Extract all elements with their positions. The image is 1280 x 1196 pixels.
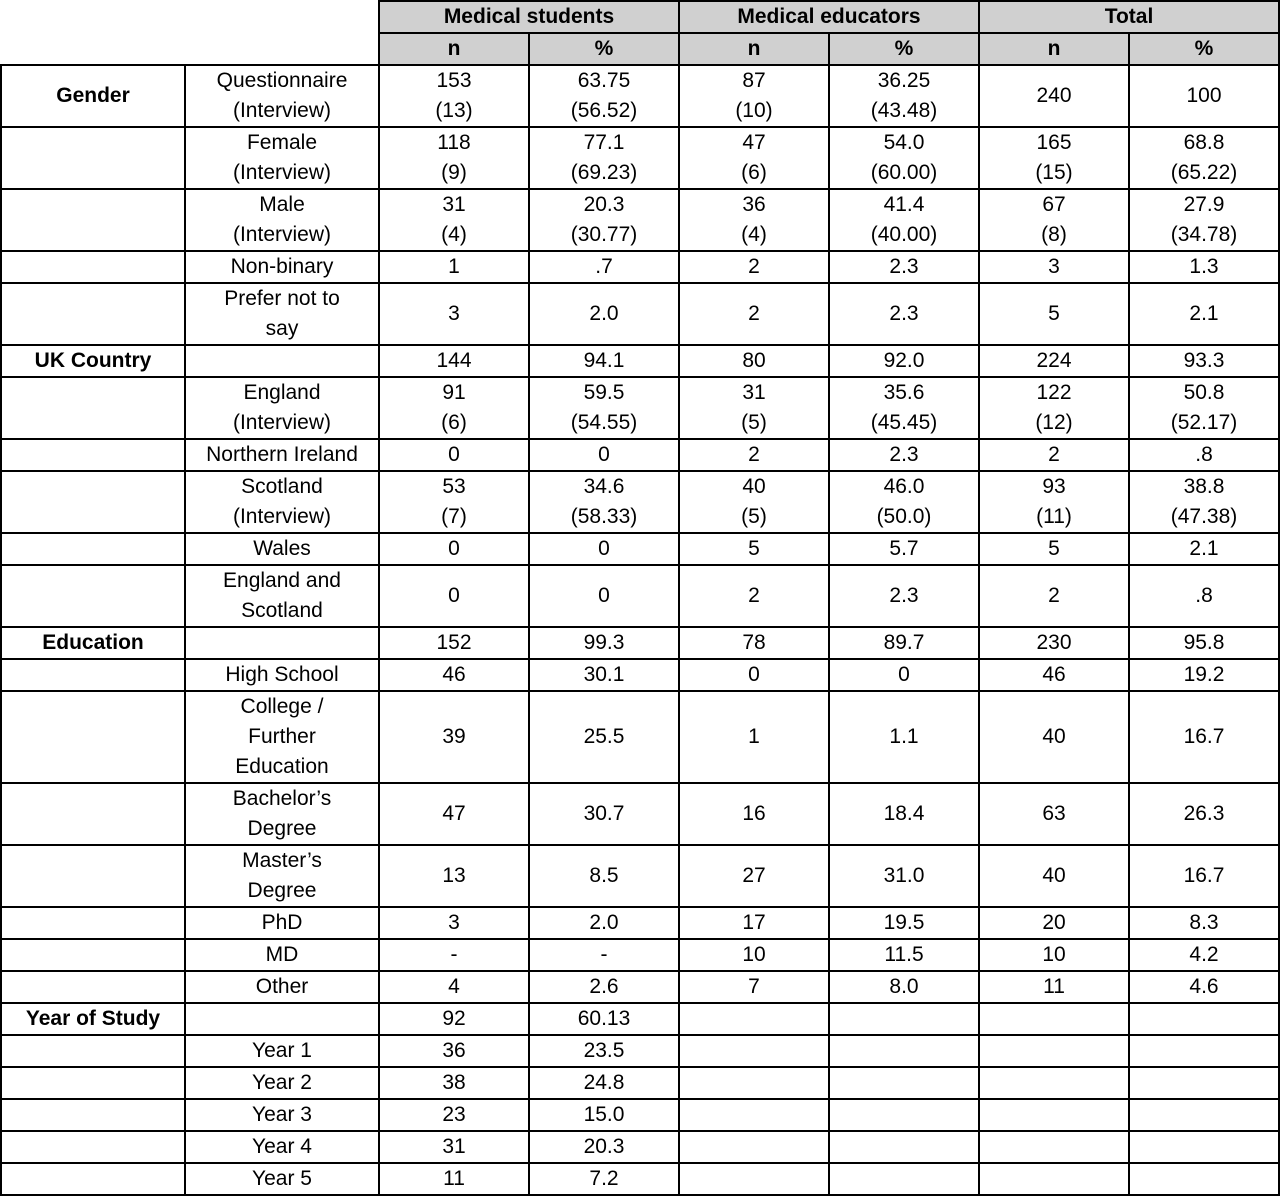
row-value-cell: 2.3: [829, 565, 979, 627]
row-value-cell: 34.6 (58.33): [529, 471, 679, 533]
row-subcategory: Year 4: [185, 1131, 379, 1163]
row-value-cell: 118 (9): [379, 127, 529, 189]
table-row: [1, 1163, 1279, 1195]
row-category: [1, 659, 185, 691]
row-value-cell: 50.8 (52.17): [1129, 377, 1279, 439]
row-subcategory: Master’s Degree: [185, 845, 379, 907]
row-subcategory: [185, 345, 379, 377]
row-value-cell: 41.4 (40.00): [829, 189, 979, 251]
row-value-cell: 60.13: [529, 1003, 679, 1035]
row-value-cell: 31.0: [829, 845, 979, 907]
row-value-cell: 4.6: [1129, 971, 1279, 1003]
row-category: [1, 565, 185, 627]
row-value-cell: 95.8: [1129, 627, 1279, 659]
row-value-cell: 99.3: [529, 627, 679, 659]
row-value-cell: 27.9 (34.78): [1129, 189, 1279, 251]
row-subcategory: Year 2: [185, 1067, 379, 1099]
row-value-cell: 47 (6): [679, 127, 829, 189]
row-subcategory: Scotland (Interview): [185, 471, 379, 533]
row-value-cell: 31: [379, 1131, 529, 1163]
row-value-cell: 77.1 (69.23): [529, 127, 679, 189]
row-value-cell: 40 (5): [679, 471, 829, 533]
row-category: [1, 283, 185, 345]
row-value-cell: [829, 1003, 979, 1035]
row-value-cell: 19.2: [1129, 659, 1279, 691]
row-value-cell: 2: [979, 565, 1129, 627]
row-value-cell: 1: [679, 691, 829, 783]
row-category: [1, 439, 185, 471]
header-sub-n: n: [979, 33, 1129, 65]
row-value-cell: 1.1: [829, 691, 979, 783]
header-corner: [1, 1, 379, 65]
row-value-cell: 2.3: [829, 439, 979, 471]
row-value-cell: 152: [379, 627, 529, 659]
row-value-cell: 80: [679, 345, 829, 377]
row-value-cell: 47: [379, 783, 529, 845]
row-value-cell: [679, 1131, 829, 1163]
table-row: [1, 1067, 1279, 1099]
row-value-cell: 122 (12): [979, 377, 1129, 439]
row-category: [1, 1131, 185, 1163]
row-value-cell: -: [379, 939, 529, 971]
row-value-cell: 92.0: [829, 345, 979, 377]
row-category: [1, 939, 185, 971]
row-value-cell: [1129, 1163, 1279, 1195]
row-value-cell: 11: [979, 971, 1129, 1003]
row-value-cell: 7.2: [529, 1163, 679, 1195]
table-body: [1, 65, 1279, 1195]
row-category: [1, 691, 185, 783]
row-category: [1, 533, 185, 565]
row-value-cell: 87 (10): [679, 65, 829, 127]
row-value-cell: 30.1: [529, 659, 679, 691]
row-value-cell: 10: [979, 939, 1129, 971]
row-subcategory: Year 1: [185, 1035, 379, 1067]
row-value-cell: 3: [379, 907, 529, 939]
table-row: [1, 1035, 1279, 1067]
row-value-cell: 8.5: [529, 845, 679, 907]
row-subcategory: England (Interview): [185, 377, 379, 439]
row-value-cell: 36 (4): [679, 189, 829, 251]
row-value-cell: 8.0: [829, 971, 979, 1003]
row-subcategory: Year 3: [185, 1099, 379, 1131]
row-subcategory: MD: [185, 939, 379, 971]
table-row: [1, 65, 1279, 127]
row-value-cell: [1129, 1131, 1279, 1163]
row-value-cell: 0: [829, 659, 979, 691]
row-category: Education: [1, 627, 185, 659]
row-value-cell: 10: [679, 939, 829, 971]
row-value-cell: 93.3: [1129, 345, 1279, 377]
row-value-cell: 1.3: [1129, 251, 1279, 283]
row-value-cell: [679, 1003, 829, 1035]
row-value-cell: [679, 1099, 829, 1131]
row-value-cell: .8: [1129, 565, 1279, 627]
row-value-cell: 31 (4): [379, 189, 529, 251]
header-sub-n: n: [379, 33, 529, 65]
row-value-cell: 46: [979, 659, 1129, 691]
row-value-cell: 2.3: [829, 251, 979, 283]
row-value-cell: [1129, 1067, 1279, 1099]
row-value-cell: [979, 1131, 1129, 1163]
row-value-cell: 0: [529, 565, 679, 627]
row-value-cell: 36.25 (43.48): [829, 65, 979, 127]
row-value-cell: [979, 1099, 1129, 1131]
row-value-cell: 2.3: [829, 283, 979, 345]
row-value-cell: [829, 1035, 979, 1067]
row-value-cell: 20.3: [529, 1131, 679, 1163]
row-category: [1, 189, 185, 251]
row-subcategory: [185, 627, 379, 659]
row-value-cell: 0: [529, 439, 679, 471]
row-value-cell: [829, 1099, 979, 1131]
header-sub-pct: %: [529, 33, 679, 65]
row-value-cell: -: [529, 939, 679, 971]
row-value-cell: [679, 1067, 829, 1099]
row-value-cell: 17: [679, 907, 829, 939]
row-value-cell: 20: [979, 907, 1129, 939]
row-value-cell: 165 (15): [979, 127, 1129, 189]
row-value-cell: 16.7: [1129, 691, 1279, 783]
table-row: [1, 565, 1279, 627]
row-subcategory: Prefer not to say: [185, 283, 379, 345]
row-value-cell: [679, 1163, 829, 1195]
row-value-cell: 54.0 (60.00): [829, 127, 979, 189]
row-value-cell: 27: [679, 845, 829, 907]
row-value-cell: 46.0 (50.0): [829, 471, 979, 533]
row-subcategory: Male (Interview): [185, 189, 379, 251]
table-row: [1, 189, 1279, 251]
row-value-cell: 15.0: [529, 1099, 679, 1131]
header-sub-pct: %: [1129, 33, 1279, 65]
row-value-cell: 30.7: [529, 783, 679, 845]
row-category: [1, 251, 185, 283]
row-value-cell: 144: [379, 345, 529, 377]
row-subcategory: Northern Ireland: [185, 439, 379, 471]
row-value-cell: 153 (13): [379, 65, 529, 127]
row-value-cell: [979, 1035, 1129, 1067]
row-value-cell: 26.3: [1129, 783, 1279, 845]
row-subcategory: Other: [185, 971, 379, 1003]
row-value-cell: 0: [529, 533, 679, 565]
row-subcategory: High School: [185, 659, 379, 691]
row-value-cell: 0: [679, 659, 829, 691]
row-value-cell: 63: [979, 783, 1129, 845]
table-row: [1, 127, 1279, 189]
row-value-cell: [979, 1003, 1129, 1035]
row-value-cell: 7: [679, 971, 829, 1003]
row-value-cell: 40: [979, 691, 1129, 783]
header-sub-n: n: [679, 33, 829, 65]
row-value-cell: [979, 1163, 1129, 1195]
row-value-cell: [829, 1067, 979, 1099]
row-value-cell: 91 (6): [379, 377, 529, 439]
row-value-cell: 1: [379, 251, 529, 283]
header-medical-educators: Medical educators: [679, 1, 979, 33]
row-value-cell: [1129, 1035, 1279, 1067]
row-category: Year of Study: [1, 1003, 185, 1035]
row-category: Gender: [1, 65, 185, 127]
row-value-cell: 46: [379, 659, 529, 691]
row-category: [1, 907, 185, 939]
row-category: [1, 127, 185, 189]
row-subcategory: Wales: [185, 533, 379, 565]
table-row: [1, 783, 1279, 845]
row-value-cell: 5.7: [829, 533, 979, 565]
row-category: [1, 783, 185, 845]
row-value-cell: 67 (8): [979, 189, 1129, 251]
row-subcategory: Year 5: [185, 1163, 379, 1195]
row-value-cell: 92: [379, 1003, 529, 1035]
table-row: [1, 439, 1279, 471]
table-row: [1, 345, 1279, 377]
row-value-cell: 2.0: [529, 907, 679, 939]
table-row: [1, 283, 1279, 345]
row-subcategory: [185, 1003, 379, 1035]
row-value-cell: 5: [679, 533, 829, 565]
row-value-cell: 18.4: [829, 783, 979, 845]
row-value-cell: 78: [679, 627, 829, 659]
row-value-cell: 2.6: [529, 971, 679, 1003]
header-total: Total: [979, 1, 1279, 33]
row-value-cell: 4: [379, 971, 529, 1003]
table-row: [1, 691, 1279, 783]
row-subcategory: Female (Interview): [185, 127, 379, 189]
table-row: [1, 471, 1279, 533]
row-value-cell: 2.1: [1129, 283, 1279, 345]
row-category: [1, 1067, 185, 1099]
row-value-cell: 3: [379, 283, 529, 345]
table-row: [1, 1003, 1279, 1035]
row-value-cell: 0: [379, 533, 529, 565]
table-row: [1, 377, 1279, 439]
table-row: [1, 251, 1279, 283]
header-sub-pct: %: [829, 33, 979, 65]
row-value-cell: 23: [379, 1099, 529, 1131]
row-category: [1, 377, 185, 439]
row-value-cell: 0: [379, 565, 529, 627]
row-value-cell: 2: [979, 439, 1129, 471]
row-category: [1, 471, 185, 533]
header-group-row: [1, 1, 1279, 33]
row-category: [1, 1035, 185, 1067]
table-row: [1, 907, 1279, 939]
row-value-cell: 63.75 (56.52): [529, 65, 679, 127]
table-row: [1, 971, 1279, 1003]
table-row: [1, 659, 1279, 691]
row-value-cell: 38.8 (47.38): [1129, 471, 1279, 533]
row-value-cell: 59.5 (54.55): [529, 377, 679, 439]
row-value-cell: 40: [979, 845, 1129, 907]
row-value-cell: 11.5: [829, 939, 979, 971]
row-value-cell: 39: [379, 691, 529, 783]
row-value-cell: 25.5: [529, 691, 679, 783]
row-value-cell: 38: [379, 1067, 529, 1099]
table-row: [1, 1131, 1279, 1163]
row-value-cell: 19.5: [829, 907, 979, 939]
row-value-cell: [829, 1163, 979, 1195]
row-subcategory: Bachelor’s Degree: [185, 783, 379, 845]
row-value-cell: 2.0: [529, 283, 679, 345]
row-category: UK Country: [1, 345, 185, 377]
row-value-cell: 4.2: [1129, 939, 1279, 971]
row-value-cell: [829, 1131, 979, 1163]
row-value-cell: 89.7: [829, 627, 979, 659]
table-row: [1, 939, 1279, 971]
row-value-cell: 2.1: [1129, 533, 1279, 565]
row-value-cell: 13: [379, 845, 529, 907]
row-value-cell: 68.8 (65.22): [1129, 127, 1279, 189]
row-value-cell: [679, 1035, 829, 1067]
row-value-cell: 100: [1129, 65, 1279, 127]
row-value-cell: [1129, 1099, 1279, 1131]
header-medical-students: Medical students: [379, 1, 679, 33]
row-value-cell: 16.7: [1129, 845, 1279, 907]
row-value-cell: 224: [979, 345, 1129, 377]
row-value-cell: 35.6 (45.45): [829, 377, 979, 439]
row-value-cell: 2: [679, 251, 829, 283]
row-subcategory: Questionnaire (Interview): [185, 65, 379, 127]
row-category: [1, 1163, 185, 1195]
row-value-cell: .8: [1129, 439, 1279, 471]
row-subcategory: Non-binary: [185, 251, 379, 283]
row-value-cell: 16: [679, 783, 829, 845]
row-value-cell: 36: [379, 1035, 529, 1067]
row-subcategory: College / Further Education: [185, 691, 379, 783]
row-category: [1, 971, 185, 1003]
row-value-cell: [979, 1067, 1129, 1099]
row-value-cell: 53 (7): [379, 471, 529, 533]
row-value-cell: [1129, 1003, 1279, 1035]
row-value-cell: 5: [979, 533, 1129, 565]
row-value-cell: 230: [979, 627, 1129, 659]
row-category: [1, 845, 185, 907]
row-value-cell: 2: [679, 439, 829, 471]
row-value-cell: 11: [379, 1163, 529, 1195]
row-value-cell: 2: [679, 283, 829, 345]
table-row: [1, 1099, 1279, 1131]
row-value-cell: 240: [979, 65, 1129, 127]
table-row: [1, 845, 1279, 907]
table-row: [1, 533, 1279, 565]
row-value-cell: 24.8: [529, 1067, 679, 1099]
row-value-cell: 20.3 (30.77): [529, 189, 679, 251]
row-value-cell: 23.5: [529, 1035, 679, 1067]
table-row: [1, 627, 1279, 659]
row-subcategory: England and Scotland: [185, 565, 379, 627]
row-value-cell: 2: [679, 565, 829, 627]
row-category: [1, 1099, 185, 1131]
row-value-cell: 94.1: [529, 345, 679, 377]
row-value-cell: 8.3: [1129, 907, 1279, 939]
row-value-cell: 31 (5): [679, 377, 829, 439]
row-subcategory: PhD: [185, 907, 379, 939]
row-value-cell: 3: [979, 251, 1129, 283]
row-value-cell: 93 (11): [979, 471, 1129, 533]
row-value-cell: 0: [379, 439, 529, 471]
row-value-cell: .7: [529, 251, 679, 283]
row-value-cell: 5: [979, 283, 1129, 345]
